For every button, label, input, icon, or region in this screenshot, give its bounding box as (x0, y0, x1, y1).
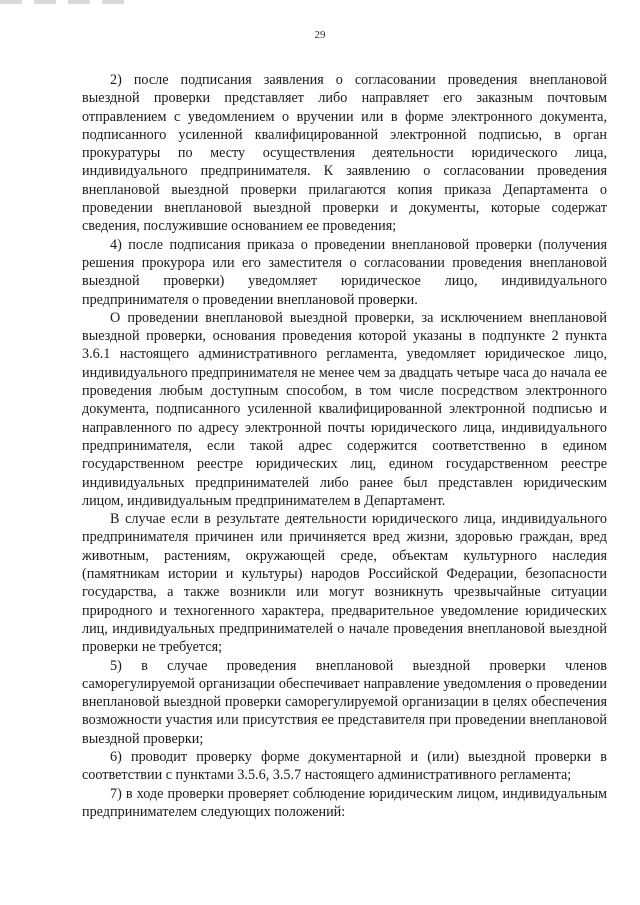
page-number: 29 (314, 29, 326, 41)
paragraph-item-4: 4) после подписания приказа о проведении внеплановой проверки (получения решения прокурора или его заместителя о согласовании проведения внеплановой выездной проверки) уведомляет юридическое лицо, индивидуального предпринимателя о проведении внеплановой проверки. (82, 236, 607, 308)
paragraph-item-2: 2) после подписания заявления о согласовании проведения внеплановой выездной проверки представляет либо направляет его заказным почтовым отправлением с уведомлением о вручении или в форме электронного документа, подписанного усиленной квалифицированной электронной подписью, в орган прокуратуры по месту осуществления деятельности юридического лица, индивидуального предпринимателя. К заявлению о согласовании проведения внеплановой выездной проверки прилагаются копия приказа Департамента о проведении внеплановой выездной проверки и документы, которые содержат сведения, послужившие основанием ее проведения; (82, 72, 607, 235)
paragraph-notification: О проведении внеплановой выездной проверки, за исключением внеплановой выездной проверки, основания проведения которой указаны в подпункте 2 пункта 3.6.1 настоящего административного регламента, уведомляет юридическое лицо, индивидуального предпринимателя не менее чем за двадцать четыре часа до начала ее проведения любым доступным способом, в том числе посредством электронного документа, подписанного усиленной квалифицированной электронной подписью и направленного по адресу электронной почты юридического лица, индивидуального предпринимателя, если такой адрес содержится соответственно в едином государственном реестре юридических лиц, едином государственном реестре индивидуальных предпринимателей либо ранее был представлен юридическим лицом, индивидуальным предпринимателем в Департамент. (82, 309, 607, 509)
scan-artifact (0, 0, 130, 4)
paragraph-item-7: 7) в ходе проверки проверяет соблюдение юридическим лицом, индивидуальным предпринимателем следующих положений: (82, 785, 607, 820)
paragraph-item-6: 6) проводит проверку форме документарной и (или) выездной проверки в соответствии с пунктами 3.5.6, 3.5.7 настоящего административного регламента; (82, 748, 607, 784)
paragraph-harm-exception: В случае если в результате деятельности юридического лица, индивидуального предпринимателя причинен или причиняется вред жизни, здоровью граждан, вред животным, растениям, окружающей среде, объектам культурного наследия (памятникам истории и культуры) народов Российской Федерации, безопасности государства, а также возникли или могут возникнуть чрезвычайные ситуации природного и техногенного характера, предварительное уведомление юридических лиц, индивидуальных предпринимателей о начале проведения внеплановой выездной проверки не требуется; (82, 511, 607, 656)
document-body (82, 71, 607, 821)
paragraph-item-5: 5) в случае проведения внеплановой выездной проверки членов саморегулируемой организации обеспечивает направление уведомления о проведении внеплановой выездной проверки саморегулируемой организации в целях обеспечения возможности участия или присутствия ее представителя при проведении внеплановой выездной проверки; (82, 657, 607, 747)
